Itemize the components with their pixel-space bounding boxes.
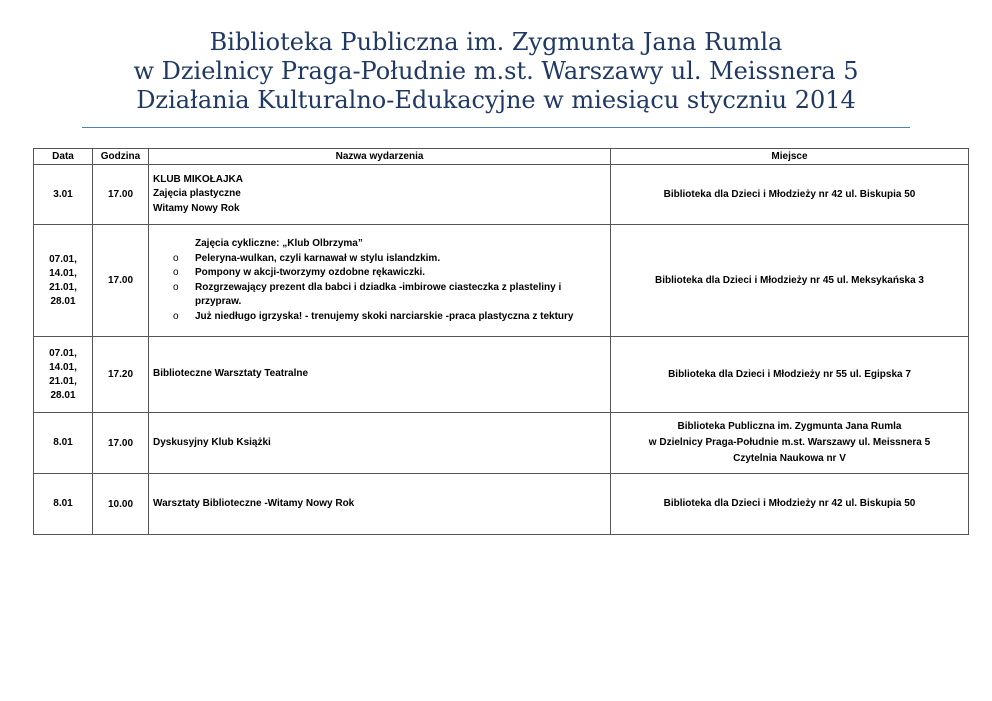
event-line: Dyskusyjny Klub Książki (153, 436, 271, 448)
date-value: 07.01, (49, 253, 77, 265)
table-row (34, 474, 969, 535)
schedule-table (33, 148, 969, 535)
cell-hour: 17.00 (93, 225, 149, 337)
table-row (34, 225, 969, 337)
date-value: 28.01 (50, 295, 76, 307)
place-line: Czytelnia Naukowa nr V (733, 453, 846, 464)
table-row (34, 337, 969, 413)
cell-hour: 17.20 (93, 337, 149, 413)
list-item-text: Pompony w akcji-tworzymy ozdobne rękawiczki. (195, 267, 426, 278)
list-item (173, 266, 606, 281)
date-value: 14.01, (49, 361, 77, 373)
cell-place (611, 337, 969, 413)
cell-date (34, 225, 93, 337)
bullet-circle-icon: o (173, 252, 179, 264)
list-item-text: Rozgrzewający prezent dla babci i dziadka -imbirowe ciasteczka z plasteliny i przypraw. (195, 281, 562, 307)
cell-event (149, 337, 611, 413)
place-line: Biblioteka dla Dzieci i Młodzieży nr 42 ul. Biskupia 50 (663, 498, 916, 509)
date-value: 8.01 (53, 437, 73, 448)
cell-place (611, 225, 969, 337)
place-line: Biblioteka dla Dzieci i Młodzieży nr 42 ul. Biskupia 50 (663, 188, 916, 200)
event-intro: Zajęcia cykliczne: „Klub Olbrzyma” (195, 238, 363, 249)
bullet-circle-icon: o (173, 267, 179, 278)
place-line: w Dzielnicy Praga-Południe m.st. Warszawy ul. Meissnera 5 (648, 437, 931, 448)
event-sub-list (153, 252, 606, 325)
cell-event (149, 474, 611, 535)
event-line: KLUB MIKOŁAJKA (153, 173, 243, 185)
event-line: Zajęcia plastyczne (153, 188, 241, 200)
event-line: Witamy Nowy Rok (153, 202, 240, 214)
date-value: 14.01, (49, 267, 77, 279)
document-title (80, 28, 912, 115)
cell-event (149, 225, 611, 337)
table-header-row (34, 149, 969, 165)
date-value: 21.01, (49, 375, 77, 387)
title-line-activities: Działania Kulturalno-Edukacyjne w miesiącu styczniu 2014 (136, 86, 856, 114)
cell-hour: 10.00 (93, 474, 149, 535)
bullet-circle-icon: o (173, 281, 179, 293)
place-line: Biblioteka dla Dzieci i Młodzieży nr 45 ul. Meksykańska 3 (655, 274, 924, 286)
bullet-circle-icon: o (173, 310, 179, 322)
cell-date (34, 474, 93, 535)
header-date: Data (34, 149, 93, 165)
header-place: Miejsce (611, 149, 969, 165)
cell-event (149, 413, 611, 474)
event-line: Warsztaty Biblioteczne -Witamy Nowy Rok (153, 497, 355, 509)
cell-place (611, 165, 969, 225)
table-row (34, 413, 969, 474)
date-value: 07.01, (49, 347, 77, 359)
place-line: Biblioteka dla Dzieci i Młodzieży nr 55 ul. Egipska 7 (668, 368, 911, 380)
place-line: Biblioteka Publiczna im. Zygmunta Jana Rumla (677, 421, 902, 432)
title-line-library: Biblioteka Publiczna im. Zygmunta Jana Rumla (209, 28, 783, 56)
date-value: 8.01 (53, 498, 73, 509)
date-value: 28.01 (50, 389, 76, 401)
list-item (173, 252, 606, 267)
header-event: Nazwa wydarzenia (149, 149, 611, 165)
header-hour: Godzina (93, 149, 149, 165)
cell-hour: 17.00 (93, 413, 149, 474)
cell-place (611, 413, 969, 474)
list-item-text: Już niedługo igrzyska! - trenujemy skoki narciarskie -praca plastyczna z tektury (195, 310, 574, 322)
event-line: Biblioteczne Warsztaty Teatralne (153, 368, 309, 380)
cell-date (34, 337, 93, 413)
title-divider (82, 127, 910, 128)
date-value: 21.01, (49, 281, 77, 293)
list-item (173, 281, 606, 310)
date-value: 3.01 (53, 188, 73, 200)
cell-date (34, 413, 93, 474)
cell-date (34, 165, 93, 225)
cell-place (611, 474, 969, 535)
cell-hour: 17.00 (93, 165, 149, 225)
list-item-text: Peleryna-wulkan, czyli karnawał w stylu islandzkim. (195, 252, 441, 264)
list-item (173, 310, 606, 325)
table-row (34, 165, 969, 225)
title-line-address: w Dzielnicy Praga-Południe m.st. Warszawy ul. Meissnera 5 (133, 57, 859, 85)
cell-event (149, 165, 611, 225)
